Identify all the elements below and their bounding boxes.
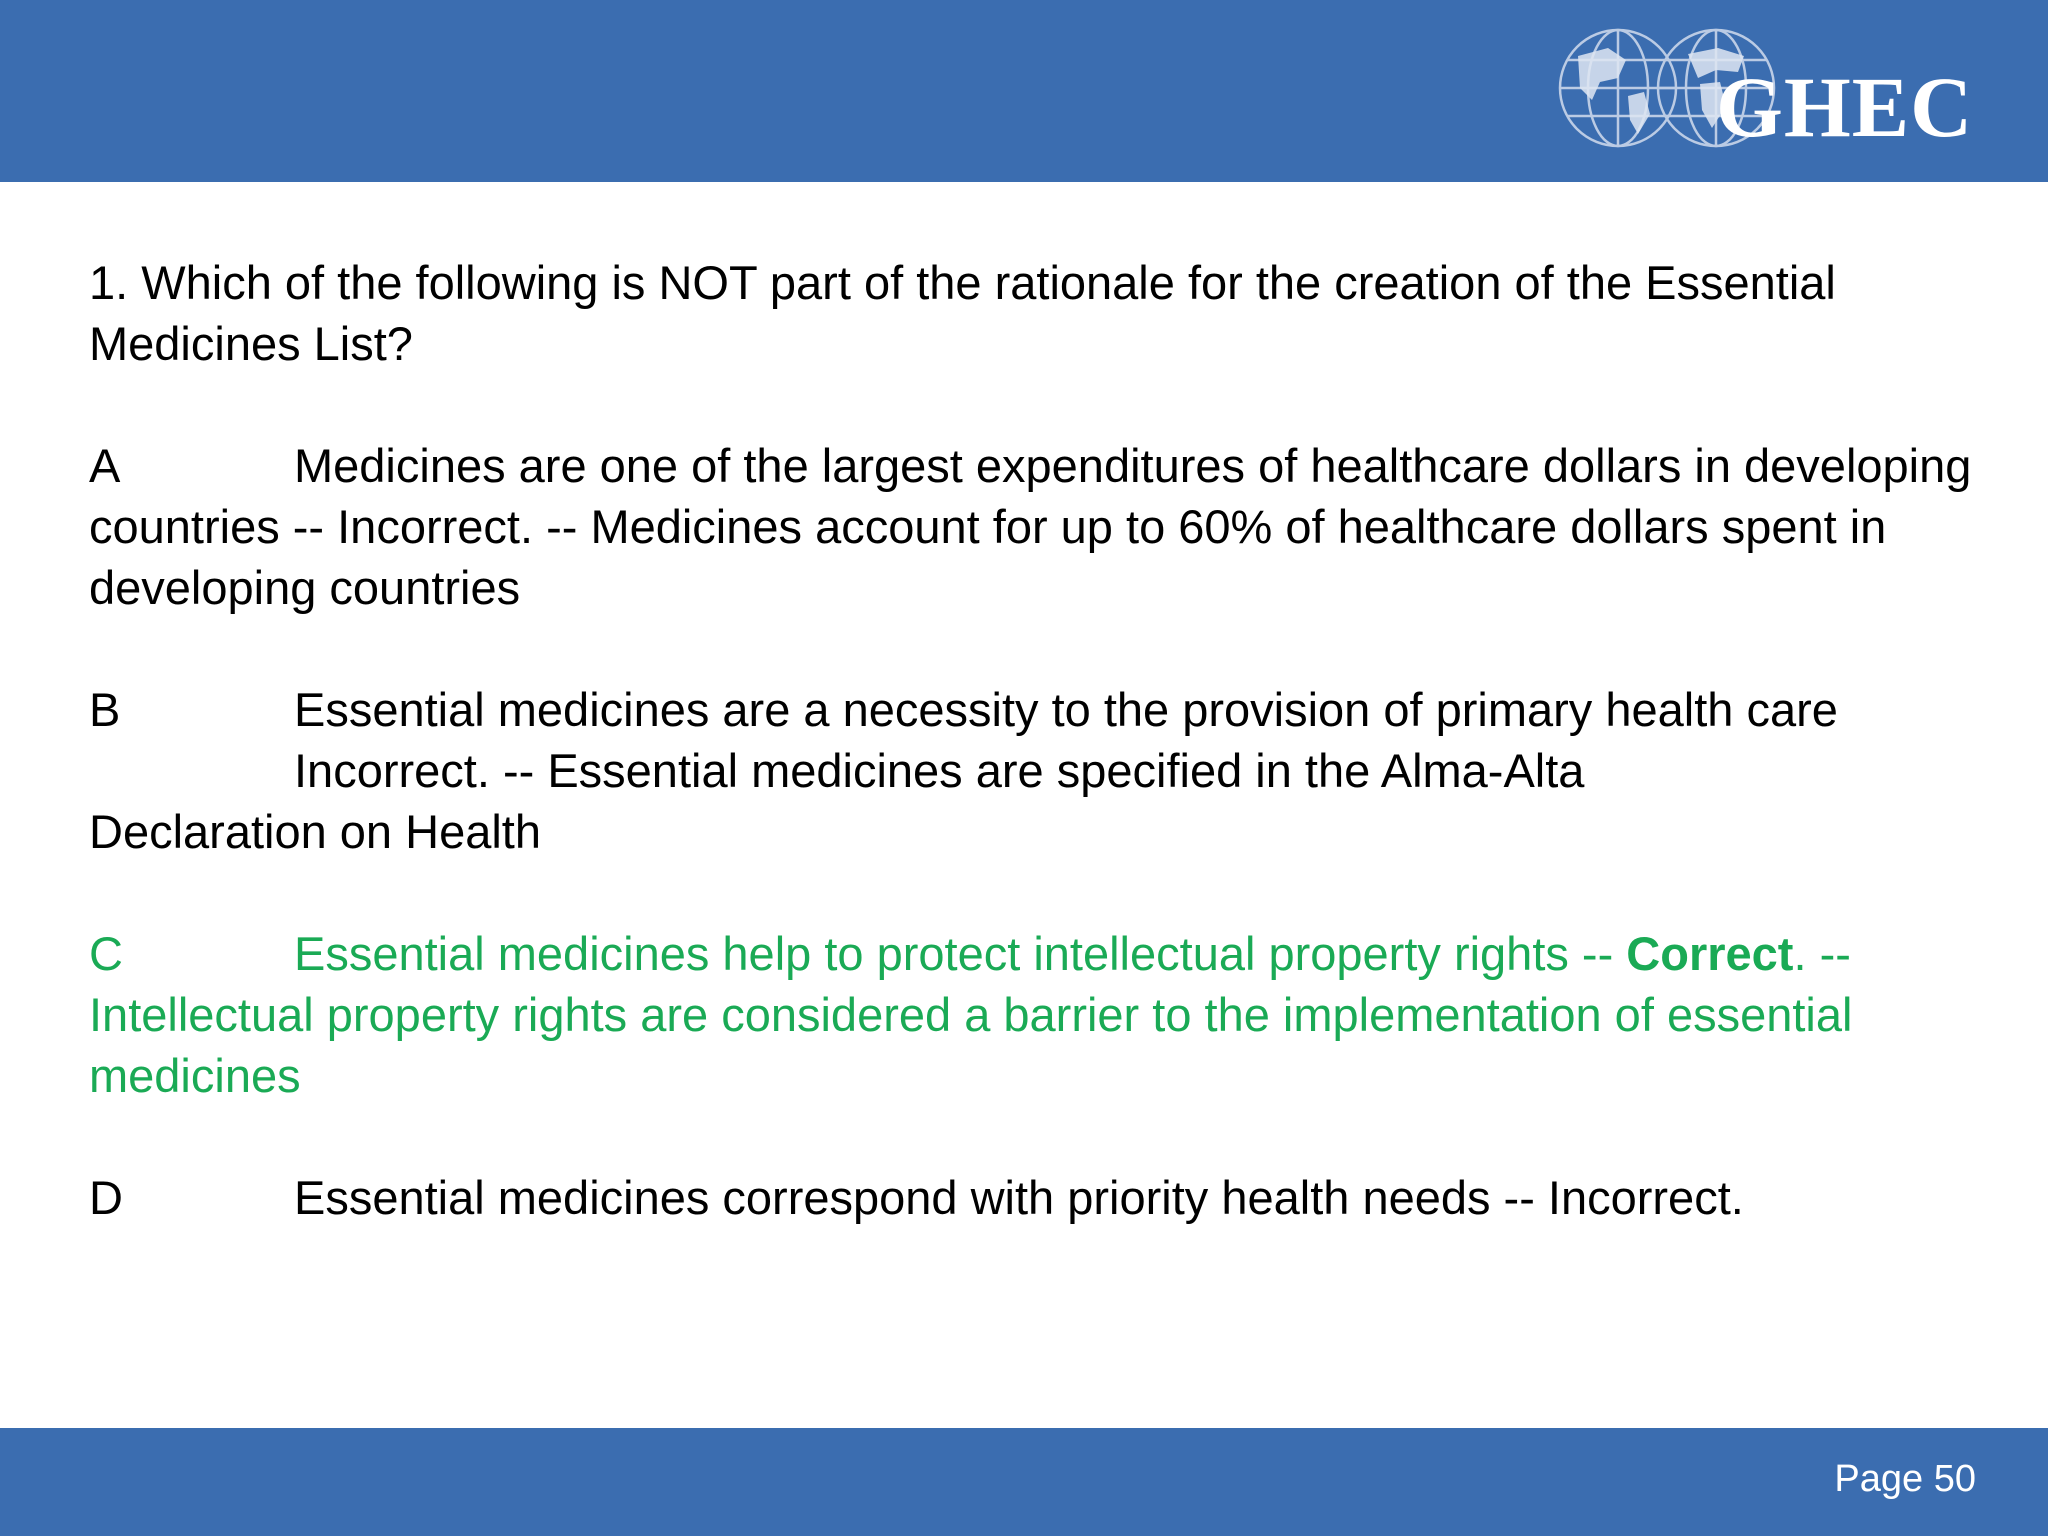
quiz-content: [89, 252, 1989, 1228]
footer-bar: [0, 1428, 2048, 1536]
option-a: [89, 435, 1989, 618]
option-c-correct: [89, 923, 1989, 1106]
option-letter: D: [89, 1171, 123, 1224]
option-b: [89, 679, 1989, 862]
question-text: 1. Which of the following is NOT part of the rationale for the creation of the Essential Medicines List?: [89, 256, 1836, 370]
option-text-line1: Essential medicines are a necessity to the provision of primary health care: [294, 683, 1838, 736]
option-text-line3: Declaration on Health: [89, 805, 541, 858]
option-text-line2: Incorrect. -- Essential medicines are specified in the Alma-Alta: [294, 744, 1585, 797]
header-bar: [0, 0, 2048, 182]
ghec-logo: [1548, 26, 1988, 156]
option-letter: B: [89, 683, 121, 736]
option-d: [89, 1167, 1989, 1228]
correct-label: Correct: [1626, 927, 1794, 980]
option-text: Medicines are one of the largest expenditures of healthcare dollars in developing countries -- Incorrect. -- Medicines account for up to 60% of healthcare dollars spent in developing countries: [89, 439, 1972, 614]
page-number: Page 50: [1834, 1458, 1976, 1500]
logo-text: GHEC: [1716, 59, 1974, 155]
option-letter: A: [89, 439, 121, 492]
option-text: Essential medicines correspond with priority health needs -- Incorrect.: [294, 1171, 1744, 1224]
option-text-after: . -- Intellectual property rights are considered a barrier to the implementation of essential medicines: [89, 927, 1853, 1102]
option-letter: C: [89, 927, 123, 980]
option-text: Essential medicines help to protect intellectual property rights --: [294, 927, 1627, 980]
